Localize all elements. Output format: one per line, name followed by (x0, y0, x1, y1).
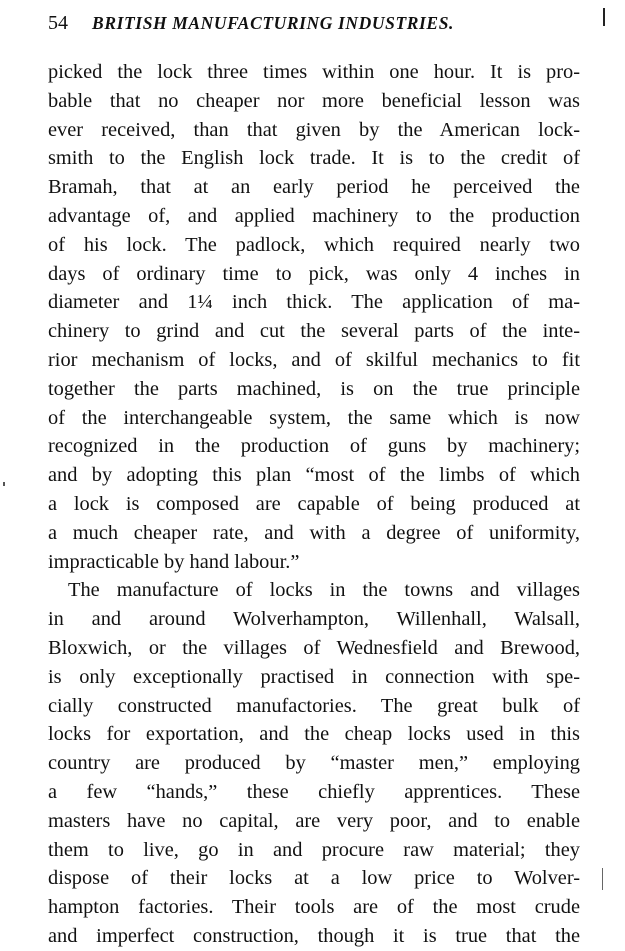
text-line: of the interchangeable system, the same which is now (48, 406, 580, 429)
text-line: picked the lock three times within one hour. It is pro- (48, 61, 580, 83)
text-line: country are produced by “master men,” employing (48, 752, 580, 775)
text-line: recognized in the production of guns by machinery; (48, 435, 580, 458)
running-title: BRITISH MANUFACTURING INDUSTRIES. (92, 13, 455, 33)
text-line: The manufacture of locks in the towns and villages (68, 579, 580, 602)
text-line: Bloxwich, or the villages of Wednesfield and Brewood, (48, 636, 580, 659)
text-line: them to live, go in and procure raw material; they (48, 838, 580, 861)
text-line: of his lock. The padlock, which required nearly two (48, 233, 580, 256)
scan-edge-mark (3, 482, 5, 486)
text-line: together the parts machined, is on the true principle (48, 377, 580, 400)
text-line: a much cheaper rate, and with a degree of uniformity, (48, 521, 580, 544)
text-line: is only exceptionally practised in connection with spe- (48, 665, 580, 688)
text-line: cially constructed manufactories. The great bulk of (48, 694, 580, 717)
text-line: locks for exportation, and the cheap locks used in this (48, 723, 580, 746)
text-line: advantage of, and applied machinery to the production (48, 204, 580, 227)
page-number: 54 (48, 12, 68, 34)
text-line: hampton factories. Their tools are of the most crude (48, 896, 580, 919)
paragraph-2 (48, 576, 580, 950)
running-head (48, 8, 588, 38)
text-line: impracticable by hand labour.” (48, 550, 300, 573)
text-line: days of ordinary time to pick, was only 4 inches in (48, 262, 580, 285)
text-line: a lock is composed are capable of being produced at (48, 492, 580, 515)
text-line: in and around Wolverhampton, Willenhall, Walsall, (48, 608, 580, 631)
text-line: diameter and 1¼ inch thick. The application of ma- (48, 291, 580, 314)
text-line: bable that no cheaper nor more beneficial lesson was (48, 89, 580, 112)
text-line: masters have no capital, are very poor, and to enable (48, 809, 580, 832)
text-line: ever received, than that given by the American lock- (48, 118, 580, 141)
text-line: and imperfect construction, though it is true that the (48, 924, 580, 947)
text-line: a few “hands,” these chiefly apprentices. These (48, 780, 580, 803)
text-line: smith to the English lock trade. It is to the credit of (48, 147, 580, 170)
text-line: rior mechanism of locks, and of skilful mechanics to fit (48, 348, 580, 371)
body-text (48, 58, 580, 951)
text-line: Bramah, that at an early period he perceived the (48, 176, 580, 199)
text-line: chinery to grind and cut the several parts of the inte- (48, 320, 580, 343)
text-line: dispose of their locks at a low price to Wolver- (48, 867, 580, 890)
paragraph-1 (48, 58, 580, 576)
text-line: and by adopting this plan “most of the limbs of which (48, 464, 580, 487)
scan-edge-mark (603, 8, 605, 26)
scan-edge-mark (602, 868, 604, 890)
